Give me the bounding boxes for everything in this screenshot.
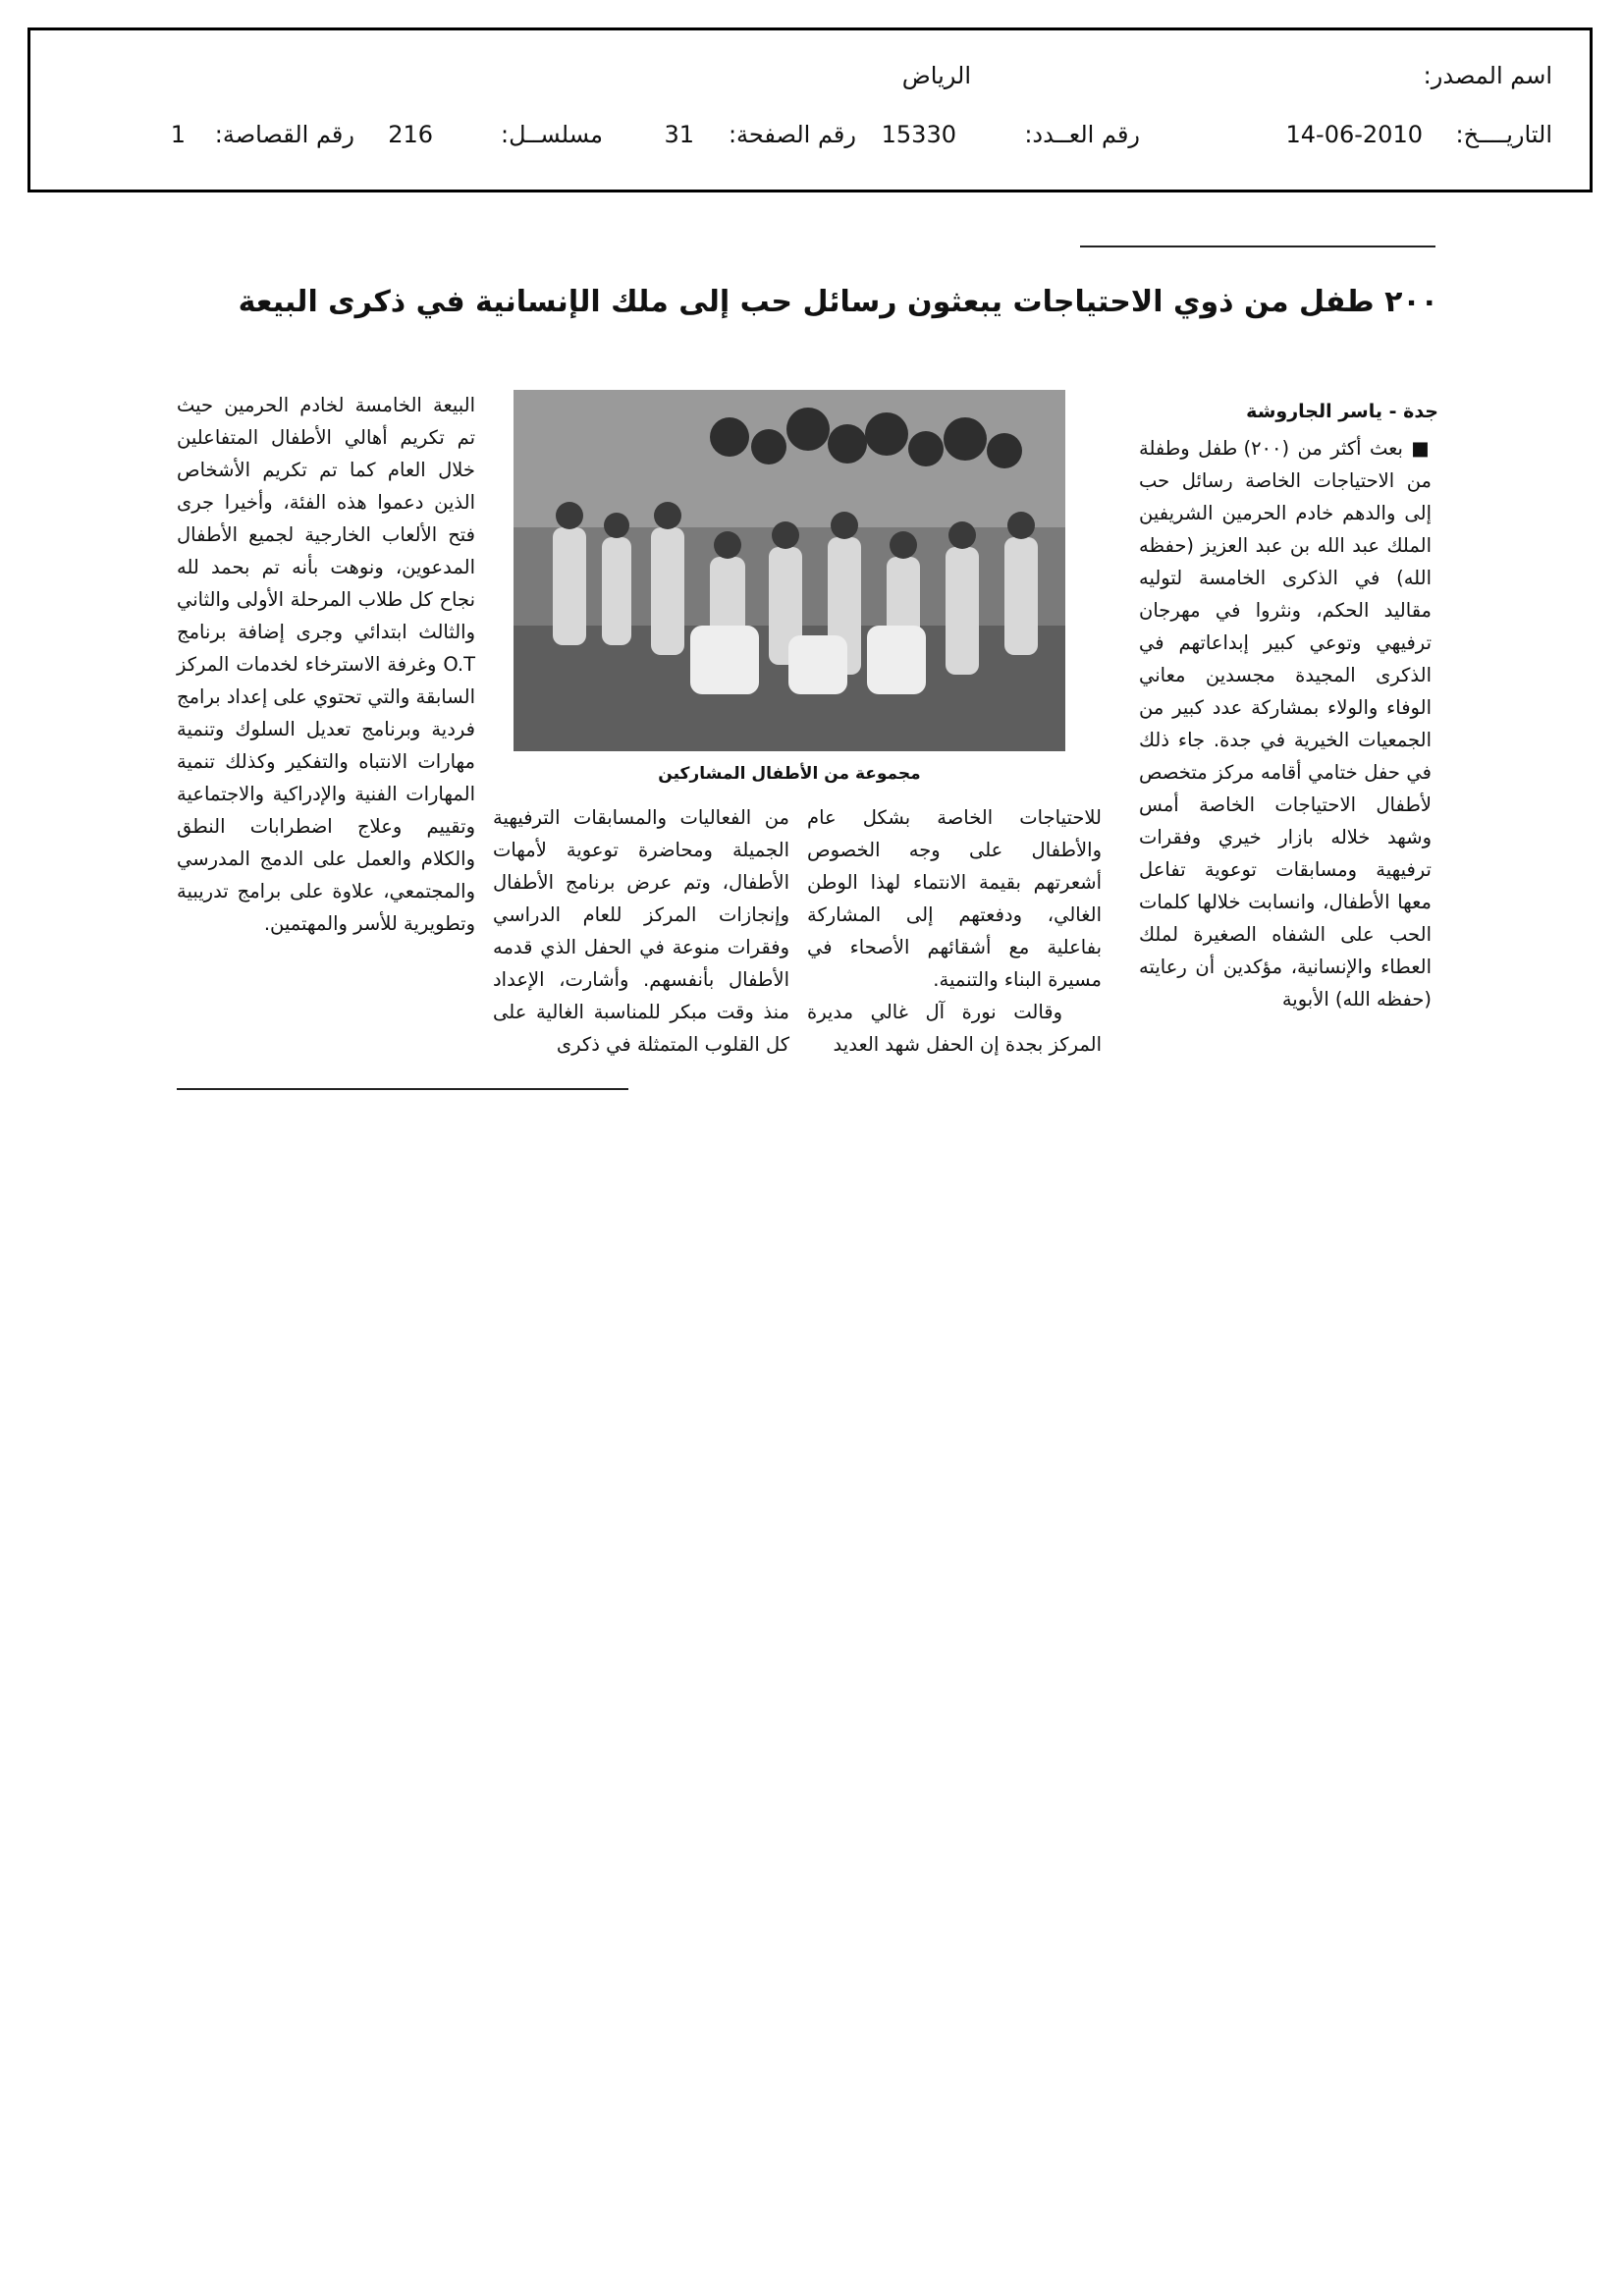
column-2-text: للاحتياجات الخاصة بشكل عام والأطفال على وجه الخصوص أشعرتهم بقيمة الانتماء لهذا الوطن الغالي، ودفعتهم إلى المشاركة بفاعلية مع أشقائهم الأصحاء في مسيرة البناء والتنمية. — [807, 806, 1102, 991]
column-4-text: البيعة الخامسة لخادم الحرمين حيث تم تكريم أهالي الأطفال المتفاعلين خلال العام كما تم تكريم الأشخاص الذين دعموا هذه الفئة، وأخيرا جرى فتح الألعاب الخارجية لجميع الأطفال المدعوين، ونوهت بأنه تم بحمد لله نجاح كل طلاب المرحلة الأولى والثاني والثالث ابتدائي وجرى إضافة برنامج O.T وغرفة الاسترخاء لخدمات المركز السابقة والتي تحتوي على إعداد برامج فردية وبرنامج تعديل السلوك وتنمية مهارات الانتباه والتفكير وكذلك تنمية المهارات الفنية والإدراكية والاجتماعية وتقييم وعلاج اضطرابات النطق والكلام والعمل على الدمج المدرسي والمجتمعي، علاوة على برامج تدريبية وتطويرية للأسر والمهتمين. — [177, 394, 475, 935]
column-1-text: ■ بعث أكثر من (٢٠٠) طفل وطفلة من الاحتياجات الخاصة رسائل حب إلى والدهم خادم الحرمين الشريفين الملك عبد الله بن عبد العزيز (حفظه الله) في الذكرى الخامسة لتوليه مقاليد الحكم، ونثروا في مهرجان ترفيهي وتوعي كبير إبداعاتهم في الذكرى المجيدة مجسدين معاني الوفاء والولاء بمشاركة عدد كبير من الجمعيات الخيرية في جدة. جاء ذلك في حفل ختامي أقامه مركز متخصص لأطفال الاحتياجات الخاصة أمس وشهد خلاله بازار خيري وفقرات ترفيهية ومسابقات توعوية تفاعل معها الأطفال، وانسابت خلالها كلمات الحب على الشفاه الصغيرة لملك العطاء والإنسانية، مؤكدين أن رعايته (حفظه الله) الأبوية — [1139, 437, 1432, 1011]
column-3-text: من الفعاليات والمسابقات الترفيهية الجميلة ومحاضرة توعوية لأمهات الأطفال، وتم عرض برنامج الأطفال وإنجازات المركز للعام الدراسي وفقرات منوعة في الحفل الذي قدمه الأطفال بأنفسهم. وأشارت، الإعداد منذ وقت مبكر للمناسبة الغالية على كل القلوب المتمثلة في ذكرى — [493, 806, 789, 1056]
serial-value: 216 — [388, 121, 433, 148]
page-value: 31 — [664, 121, 694, 148]
article-headline: ٢٠٠ طفل من ذوي الاحتياجات يبعثون رسائل حب إلى ملك الإنسانية في ذكرى البيعة — [238, 285, 1438, 319]
article-column-1 — [1139, 432, 1432, 1015]
source-label: اسم المصدر: — [1423, 62, 1552, 89]
bottom-rule — [177, 1088, 628, 1090]
clip-value: 1 — [170, 121, 186, 148]
article-column-3 — [493, 801, 789, 1061]
article-column-4 — [177, 389, 475, 940]
article-photo — [514, 390, 1065, 751]
children-group-photo-icon — [514, 390, 1065, 751]
page-label: رقم الصفحة: — [728, 121, 856, 148]
issue-label: رقم العــدد: — [1024, 121, 1140, 148]
article-column-2 — [807, 801, 1102, 1061]
article-byline: جدة - ياسر الجاروشة — [1246, 401, 1438, 422]
photo-caption: مجموعة من الأطفال المشاركين — [658, 764, 921, 784]
top-rule — [1080, 246, 1435, 247]
column-2-text-2: وقالت نورة آل غالي مديرة المركز بجدة إن الحفل شهد العديد — [807, 1001, 1102, 1056]
date-value: 14-06-2010 — [1285, 121, 1423, 148]
serial-label: مسلســل: — [501, 121, 603, 148]
clipping-header — [27, 27, 1593, 192]
issue-value: 15330 — [881, 121, 956, 148]
clip-label: رقم القصاصة: — [214, 121, 354, 148]
source-value: الرياض — [901, 62, 971, 89]
date-label: التاريــــخ: — [1455, 121, 1552, 148]
